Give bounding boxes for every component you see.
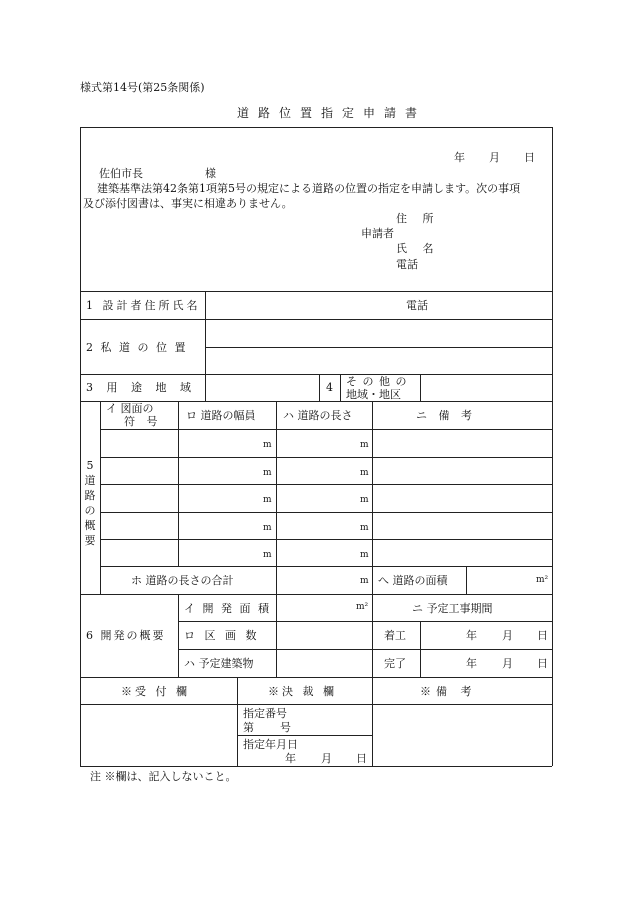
- other-zone-number: 4: [326, 381, 333, 394]
- applicant-address-label: 住 所: [396, 212, 440, 225]
- planned-building-label: ハ 予定建築物: [184, 657, 254, 670]
- designation-month: 月: [321, 752, 332, 765]
- designation-date-label: 指定年月日: [243, 738, 298, 751]
- addressee-suffix: 様: [205, 167, 216, 180]
- form-title: 道路位置指定申請書: [237, 106, 427, 120]
- designation-number-label: 指定番号: [243, 707, 287, 720]
- designer-phone-label: 電話: [406, 299, 428, 312]
- date-month-label: 月: [489, 151, 500, 164]
- start-label: 着工: [384, 629, 406, 642]
- statement-line-1: 建築基準法第42条第1項第5号の規定による道路の位置の指定を申請します。次の事項: [97, 182, 521, 195]
- other-zone-label-line1: そ の 他 の: [346, 375, 408, 388]
- col-road-width: ロ 道路の幅員: [186, 409, 256, 422]
- road-width-unit: m: [263, 495, 272, 505]
- designation-number-suffix: 号: [280, 721, 291, 734]
- road-area-label: へ 道路の面積: [378, 574, 448, 587]
- start-day: 日: [537, 629, 548, 642]
- date-day-label: 日: [524, 151, 535, 164]
- road-length-unit: m: [360, 468, 369, 478]
- reception-header: ※受 付 欄: [121, 685, 190, 698]
- designation-number-prefix: 第: [243, 721, 254, 734]
- development-overview-label: 6 開発の概要: [86, 629, 166, 642]
- designation-day: 日: [356, 752, 367, 765]
- col-remarks: ニ 備 考: [416, 409, 476, 422]
- road-width-unit: m: [263, 550, 272, 560]
- end-label: 完了: [384, 657, 406, 670]
- applicant-name-label: 氏 名: [396, 242, 440, 255]
- total-length-unit: m: [360, 576, 369, 586]
- start-month: 月: [502, 629, 513, 642]
- end-year: 年: [466, 657, 477, 670]
- private-road-location-label: 2 私 道 の 位 置: [86, 341, 188, 354]
- road-length-unit: m: [360, 495, 369, 505]
- applicant-phone-label: 電話: [396, 258, 418, 271]
- form-number-label: 様式第14号(第25条関係): [80, 81, 205, 94]
- addressee-name: 佐伯市長: [99, 167, 143, 180]
- col-drawing-code-line2: 符 号: [124, 415, 162, 428]
- col-road-length: ハ 道路の長さ: [283, 409, 353, 422]
- use-zone-label: 3 用 途 地 域: [86, 381, 196, 394]
- total-length-label: ホ 道路の長さの合計: [131, 574, 234, 587]
- road-overview-label: 5道路の概要: [84, 459, 96, 547]
- col-drawing-code-line1: イ 図面の: [106, 402, 154, 415]
- development-area-unit: m²: [356, 602, 369, 612]
- road-length-unit: m: [360, 523, 369, 533]
- decision-header: ※決 裁 欄: [268, 685, 337, 698]
- road-width-unit: m: [263, 468, 272, 478]
- road-length-unit: m: [360, 550, 369, 560]
- applicant-label: 申請者: [361, 227, 394, 240]
- footnote: 注 ※欄は、記入しないこと。: [90, 770, 237, 783]
- start-year: 年: [466, 629, 477, 642]
- statement-line-2: 及び添付図書は、事実に相違ありません。: [83, 197, 293, 210]
- construction-period-label: ニ 予定工事期間: [412, 602, 493, 615]
- other-zone-label-line2: 地域・地区: [346, 388, 401, 401]
- development-area-label: イ 開 発 面 積: [184, 602, 271, 615]
- date-year-label: 年: [454, 151, 465, 164]
- lot-count-label: ロ 区 画 数: [184, 629, 260, 642]
- remarks-header: ※備 考: [420, 685, 477, 698]
- road-width-unit: m: [263, 523, 272, 533]
- designation-year: 年: [285, 752, 296, 765]
- road-width-unit: m: [263, 440, 272, 450]
- end-month: 月: [502, 657, 513, 670]
- road-length-unit: m: [360, 440, 369, 450]
- designer-label: 1 設計者住所氏名: [86, 299, 201, 312]
- road-area-unit: m²: [536, 575, 549, 585]
- end-day: 日: [537, 657, 548, 670]
